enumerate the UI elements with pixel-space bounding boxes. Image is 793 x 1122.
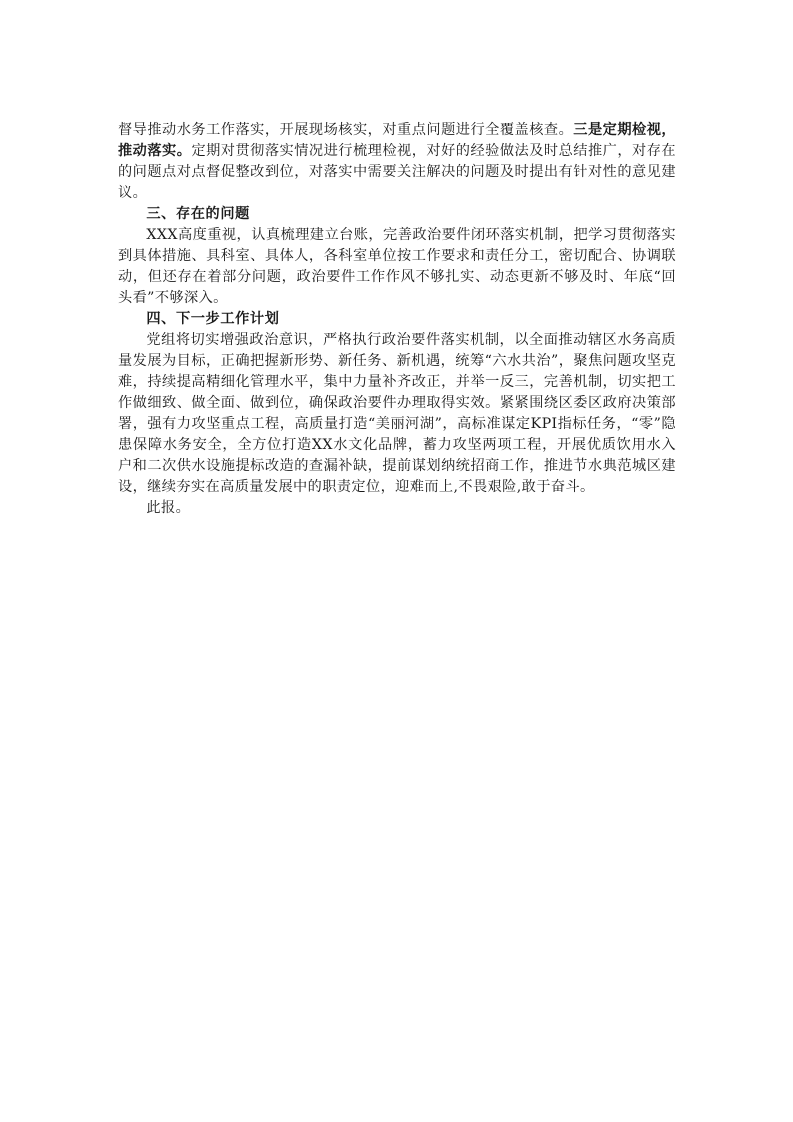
paragraph-supervision-bold: 三是定期检视，推动落实。 — [118, 122, 676, 159]
paragraph-work-plan: 党组将切实增强政治意识，严格执行政治要件落实机制，以全面推动辖区水务高质量发展为目标，正确把握新形势、新任务、新机遇，统筹“六水共治”，聚焦问题攻坚克难，持续提高精细化管理水平，集中力量补齐改正，并举一反三，完善机制，切实把工作做细致、做全面、做到位，确保政治要件办理取得实效。紧紧围绕区委区政府决策部署，强有力攻坚重点工程，高质量打造“美丽河湖”，高标准谋定KPI指标任务，“零”隐患保障水务安全，全方位打造XX水文化品牌，蓄力攻坚两项工程，开展优质饮用水入户和二次供水设施提标改造的查漏补缺，提前谋划纳统招商工作，推进节水典范城区建设，继续夯实在高质量发展中的职责定位，迎难而上,不畏艰险,敢于奋斗。 — [118, 332, 676, 495]
paragraph-problems: XXX高度重视，认真梳理建立台账，完善政治要件闭环落实机制，把学习贯彻落实到具体措施、具科室、具体人，各科室单位按工作要求和责任分工，密切配合、协调联动，但还存在着部分问题，政治要件工作作风不够扎实、动态更新不够及时、年底“回头看”不够深入。 — [118, 227, 676, 306]
document-page — [118, 120, 676, 519]
heading-existing-problems: 三、存在的问题 — [146, 206, 250, 222]
closing-line: 此报。 — [146, 500, 191, 516]
paragraph-supervision-text: 督导推动水务工作落实，开展现场核实，对重点问题进行全覆盖核查。 — [118, 122, 574, 138]
heading-next-work-plan: 四、下一步工作计划 — [146, 311, 280, 327]
paragraph-supervision-text-2: 定期对贯彻落实情况进行梳理检视，对好的经验做法及时总结推广，对存在的问题点对点督促整改到位，对落实中需要关注解决的问题及时提出有针对性的意见建议。 — [118, 143, 676, 201]
paragraph-supervision — [118, 120, 676, 204]
